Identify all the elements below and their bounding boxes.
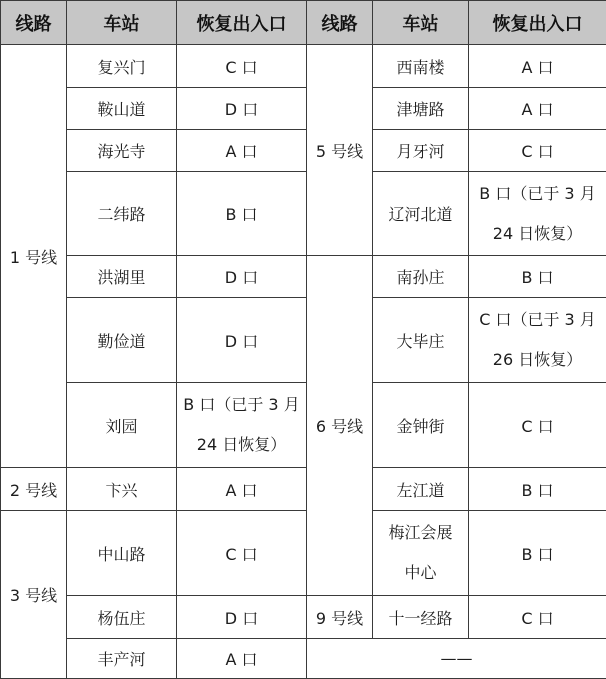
table-row bbox=[1, 298, 606, 383]
station-cell: 海光寺 bbox=[67, 130, 177, 172]
exit-cell: C 口 bbox=[469, 596, 606, 639]
exit-cell: C 口 bbox=[177, 45, 307, 88]
station-cell: 洪湖里 bbox=[67, 256, 177, 298]
line-cell: 5 号线 bbox=[307, 45, 373, 256]
station-cell: 勤俭道 bbox=[67, 298, 177, 383]
header-station: 车站 bbox=[373, 1, 469, 45]
exit-cell: B 口 bbox=[469, 468, 606, 511]
empty-cell: —— bbox=[307, 639, 606, 679]
exit-cell: A 口 bbox=[469, 88, 606, 130]
station-cell: 左江道 bbox=[373, 468, 469, 511]
exit-line: 24 日恢复） bbox=[177, 425, 306, 465]
station-cell: 刘园 bbox=[67, 383, 177, 468]
header-station: 车站 bbox=[67, 1, 177, 45]
exit-cell: D 口 bbox=[177, 88, 307, 130]
exit-cell: A 口 bbox=[177, 468, 307, 511]
station-cell: 辽河北道 bbox=[373, 172, 469, 256]
station-cell: 南孙庄 bbox=[373, 256, 469, 298]
exit-cell: B 口 bbox=[469, 256, 606, 298]
station-cell: 丰产河 bbox=[67, 639, 177, 679]
exit-cell: C 口 bbox=[469, 383, 606, 468]
exit-cell: C 口 bbox=[469, 130, 606, 172]
exit-cell: B 口 bbox=[177, 172, 307, 256]
exit-line: B 口（已于 3 月 bbox=[177, 385, 306, 425]
station-line: 中心 bbox=[373, 553, 468, 593]
exit-cell bbox=[177, 383, 307, 468]
exit-line: 24 日恢复） bbox=[469, 214, 606, 254]
station-cell: 鞍山道 bbox=[67, 88, 177, 130]
header-line: 线路 bbox=[307, 1, 373, 45]
line-cell: 3 号线 bbox=[1, 511, 67, 679]
exit-cell: B 口 bbox=[469, 511, 606, 596]
exit-cell: A 口 bbox=[469, 45, 606, 88]
station-cell: 西南楼 bbox=[373, 45, 469, 88]
exit-cell bbox=[469, 298, 606, 383]
table-row bbox=[1, 130, 606, 172]
header-exit: 恢复出入口 bbox=[177, 1, 307, 45]
table-row bbox=[1, 45, 606, 88]
table-row bbox=[1, 511, 606, 596]
table-row bbox=[1, 172, 606, 256]
line-cell: 9 号线 bbox=[307, 596, 373, 639]
table-row bbox=[1, 383, 606, 468]
exit-cell: D 口 bbox=[177, 256, 307, 298]
exit-line: 26 日恢复） bbox=[469, 340, 606, 380]
header-row bbox=[1, 1, 606, 45]
station-line: 梅江会展 bbox=[373, 513, 468, 553]
station-cell: 复兴门 bbox=[67, 45, 177, 88]
exit-cell: C 口 bbox=[177, 511, 307, 596]
line-cell: 2 号线 bbox=[1, 468, 67, 511]
exit-line: C 口（已于 3 月 bbox=[469, 300, 606, 340]
station-cell: 大毕庄 bbox=[373, 298, 469, 383]
table-row bbox=[1, 639, 606, 679]
line-cell: 1 号线 bbox=[1, 45, 67, 468]
station-cell: 二纬路 bbox=[67, 172, 177, 256]
table-row bbox=[1, 256, 606, 298]
station-cell: 十一经路 bbox=[373, 596, 469, 639]
header-line: 线路 bbox=[1, 1, 67, 45]
exit-cell: A 口 bbox=[177, 639, 307, 679]
station-cell: 月牙河 bbox=[373, 130, 469, 172]
exit-cell: D 口 bbox=[177, 596, 307, 639]
exit-cell: D 口 bbox=[177, 298, 307, 383]
exit-cell bbox=[469, 172, 606, 256]
table-row bbox=[1, 596, 606, 639]
header-exit: 恢复出入口 bbox=[469, 1, 606, 45]
station-cell: 津塘路 bbox=[373, 88, 469, 130]
station-cell: 杨伍庄 bbox=[67, 596, 177, 639]
table-row bbox=[1, 88, 606, 130]
station-cell: 金钟街 bbox=[373, 383, 469, 468]
table-row bbox=[1, 468, 606, 511]
station-cell: 卞兴 bbox=[67, 468, 177, 511]
line-cell: 6 号线 bbox=[307, 256, 373, 596]
station-cell bbox=[373, 511, 469, 596]
exit-line: B 口（已于 3 月 bbox=[469, 174, 606, 214]
exit-cell: A 口 bbox=[177, 130, 307, 172]
station-cell: 中山路 bbox=[67, 511, 177, 596]
